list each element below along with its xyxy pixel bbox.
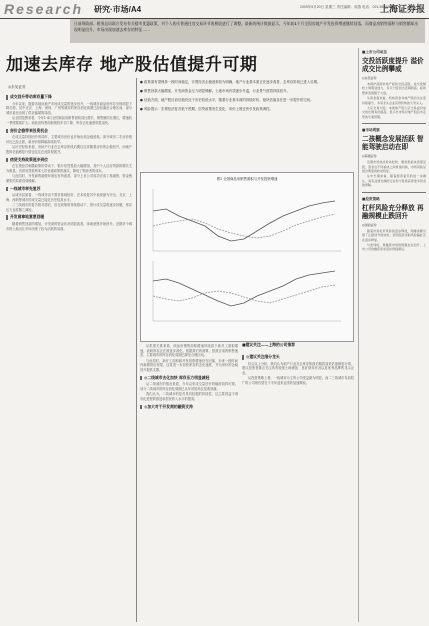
bullet-item: ● 销售回款大幅增加，开发商资金压力明显缓解，土地市场有望逐步升温，行业景气度将持续回升。 bbox=[140, 89, 290, 94]
paragraph: 与此同时，再融资市场的规模也在回升，上市公司的融资需求逐步得到满足。 bbox=[362, 242, 426, 252]
paragraph: 与此同时，开发商的融资环境也有所改善，部分上市公司成功完成了再融资，资金链紧张的局面得到缓解。 bbox=[6, 174, 132, 183]
paragraph: 大宗交易方面，本周地产股大宗交易溢价成交的比例有所提高，显示出市场对地产股后市走势的乐观预期。 bbox=[362, 106, 426, 119]
byline: ◎东吴证券 bbox=[8, 85, 26, 89]
sidebar-label: ■投资策略 bbox=[362, 196, 380, 201]
key-points bbox=[140, 80, 355, 170]
chart-graphic bbox=[141, 181, 351, 331]
subhead: 成交回升带动库存量下降 bbox=[6, 95, 132, 100]
right-sidebar bbox=[358, 48, 426, 622]
sidebar-text bbox=[362, 160, 426, 187]
paragraph: 本周沪深两市地产板块交投活跃，成交金额较上周明显放大，多只个股创出近期新高，板块整体表现强于大盘。 bbox=[362, 82, 426, 95]
section-title: 研究·市场/A4 bbox=[94, 5, 142, 14]
header-meta: 2009年5月20日 星期三 责任编辑：周燕 电话：021-58393245 bbox=[300, 5, 396, 9]
subhead: ◎二线城市去化加快 库存压力明显减轻 bbox=[140, 376, 238, 381]
paragraph: 随着销售回款的增加，开发商的资金状况明显改善，拿地意愿开始回升。近期多个城市的土地出让市场出现了较为活跃的局面。 bbox=[6, 222, 132, 231]
subhead: 开发商拿地意愿回暖 bbox=[6, 215, 132, 220]
paragraph: 二三线城市的复苏相对滞后，但在政策的持续推动下，预计成交量将逐步回暖，库存压力也将随之减轻。 bbox=[6, 203, 132, 212]
column-divider bbox=[136, 78, 137, 622]
summary-box: 日前财政部、税务总局联合发布有关楼市优惠政策，对个人购买普通住房交易环节的税收进行了调整。最新的统计数据显示，今年前4个月全国房地产开发投资增速继续回落，而商品房销售面积与销售额却出现明显回升，市场出现加速去库存的特征…… bbox=[70, 19, 425, 43]
subhead: ◎建议关注细分龙头 bbox=[242, 355, 354, 360]
paragraph: 综合以上分析，我们认为地产行业在去库存阶段后期将迎来估值修复行情，建议投资者重点关注具有较强土地储备、良好财务状况以及优秀品牌的龙头企业。 bbox=[242, 361, 354, 375]
paragraph: 从历史经验来看，房地产行业在去库存阶段后期往往伴随着房价的企稳回升，而地产股的估值修复行情也往往在此阶段展开。 bbox=[6, 145, 132, 154]
column-2 bbox=[140, 344, 238, 620]
paragraph: 从二线城市的情况来看，今年以来成交量回升的幅度同样可观。部分二线城市的库存消化周期已从年初的高位显著回落。 bbox=[140, 382, 238, 391]
chart-title: 图1 全国商品房销售面积与开发投资增速 bbox=[216, 177, 278, 181]
chart-top bbox=[153, 189, 341, 251]
paragraph: 从供需关系来看，商品房销售面积增速持续高于新开工面积增速，表明库存正在被逐步消化。根据我们的测算，按照目前的销售速度，主要城市的库存消化周期已降至合理区间。 bbox=[140, 344, 238, 358]
paragraph: 从投资策略上看，一线城市为主的公司受益最为明显，而二三线城市布局较广的公司则有望在下半年迎来业绩的加速释放。 bbox=[242, 376, 354, 385]
sidebar-headline: 交投活跃度提升 溢价成交比例攀威 bbox=[362, 57, 424, 73]
page-header bbox=[0, 0, 429, 19]
masthead: 上海证券报 bbox=[379, 5, 425, 15]
subhead: 房价企稳带来投资机会 bbox=[6, 129, 132, 134]
column-3 bbox=[242, 352, 354, 620]
paragraph: 与此同时，新开工面积和开发投资增速仍在回落，未来一段时间内新增供应有限，这将进一步加快库存的去化速度，并为房价的企稳回升提供支撑。 bbox=[140, 358, 238, 372]
sidebar-text bbox=[362, 229, 426, 252]
sidebar-label: ■市场观察 bbox=[362, 128, 380, 133]
brand-logo: Research bbox=[4, 1, 84, 17]
divider bbox=[362, 192, 426, 193]
bullet-item: ● 政策面有望保持一段时间稳定，宏观经济企稳迹象较为明确，地产行业基本面正在逐步改善，去库存阶段已进入后期。 bbox=[140, 80, 321, 84]
sidebar-byline: ◎海通证券 bbox=[362, 154, 377, 159]
subhead: 一线城市率先复苏 bbox=[6, 187, 132, 192]
subhead: ◎加大对于开发商的融资支持 bbox=[140, 405, 238, 410]
sidebar-byline: ◎东吴证券 bbox=[362, 76, 377, 80]
sidebar-headline: 杠杆风险充分释放 再融规模止跌回升 bbox=[362, 203, 424, 220]
page-title: 加速去库存 地产股估值提升可期 bbox=[6, 55, 258, 75]
paragraph: 从全国范围来看，今年1-4月全国商品房销售面积同比增长，销售额同比增长，增速较一季度继续扩大。商品房待售面积则较年初下降，库存去化速度明显加快。 bbox=[6, 116, 132, 125]
paragraph: 近期市场热点轮动较快，题材类板块表现活跃，资金在不同板块之间快速切换，市场风格呈现出明显的轮动特征。 bbox=[362, 160, 426, 174]
bullet-item: ● 估值方面，地产股目前估值仍处于历史较低水平，随着行业基本面的持续好转，板块估值存在进一步提升的空间。 bbox=[140, 98, 314, 103]
paragraph: 从中长期来看，随着经济复苏的进一步确认，具有业绩支撑的行业和个股将获得更多资金的青睐。 bbox=[362, 174, 426, 188]
subhead: 信贷支持政策逐步到位 bbox=[6, 158, 132, 163]
paragraph: 从资金面来看，机构资金对地产股的关注度持续提升，多家龙头企业获得机构的大笔买入。 bbox=[362, 96, 426, 105]
chart-figure bbox=[140, 172, 354, 342]
paragraph: 我们认为，二线城市的复苏具有较强的持续性，这主要得益于城市化进程的推进和居民收入水平的提高。 bbox=[140, 392, 238, 401]
paragraph: 随着市场杠杆风险的逐步释放，两融余额出现了止跌回升的迹象，表明投资者的风险偏好正在逐步修复。 bbox=[362, 228, 426, 242]
sidebar-byline: ◎国信证券 bbox=[362, 222, 377, 227]
box-heading: ■建议关注——上海的公司推荐 bbox=[242, 342, 295, 347]
sidebar-label: ■上市公司动态 bbox=[362, 50, 387, 54]
paragraph: 在宏观经济刺激政策的带动下，银行信贷投放大幅增加，其中个人住房贷款的增长尤为明显。首套房贷款利率七折优惠政策的落实，降低了购房者的成本。 bbox=[6, 164, 132, 173]
bullet-item: ● 风险提示：宏观经济复苏低于预期，信贷政策发生变化，房价上涨过快引发政策调控。 bbox=[140, 107, 273, 112]
divider bbox=[362, 123, 426, 124]
paragraph: 在成交量持续回升的同时，主要城市房价也开始出现企稳迹象。部分城市二手房价格环比已经止跌，新房价格降幅持续收窄。 bbox=[6, 135, 132, 144]
paragraph: 从城市层面看，一线城市由于需求基础较好，在本轮复苏中表现最为突出，北京、上海、深圳等城市的成交量已接近历史较高水平。 bbox=[6, 193, 132, 202]
sidebar-text bbox=[362, 82, 426, 119]
paragraph: 今年以来，随着各地房地产市场成交量的逐步回升，一线城市商品房库存呈现明显下降态势。其中北京、上海、深圳、广州等城市的库存消化周期已经回落至合理区间，部分城市甚至出现了供应偏紧的局面。 bbox=[6, 101, 132, 115]
chart-bottom bbox=[153, 261, 341, 321]
column-1 bbox=[6, 92, 132, 620]
sidebar-headline: 二孩概念发展活跃 智能驾驶启动在即 bbox=[362, 135, 424, 152]
